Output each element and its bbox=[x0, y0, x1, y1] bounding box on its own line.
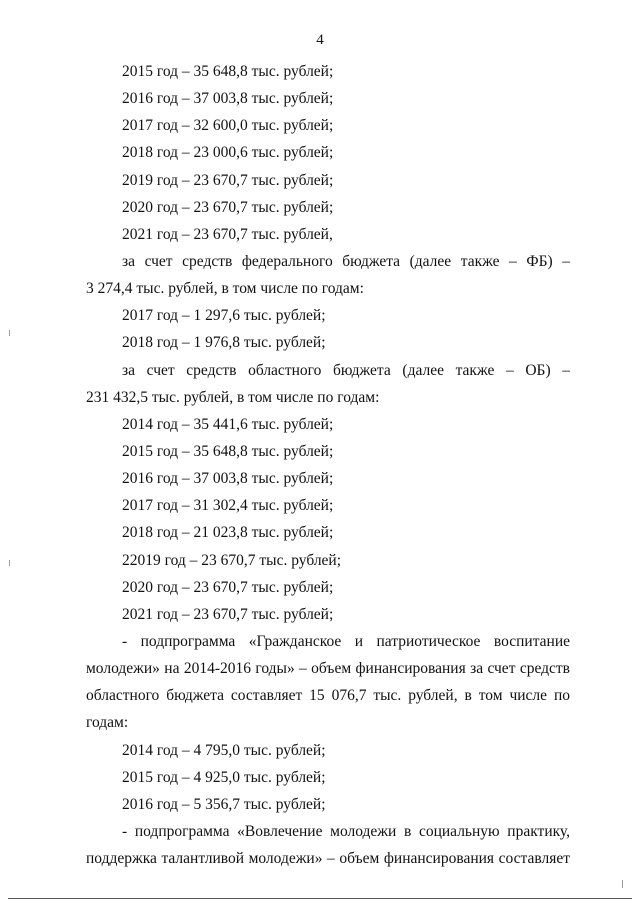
text-line: 2019 год – 23 670,7 тыс. рублей; bbox=[122, 171, 334, 189]
scan-mark bbox=[9, 560, 10, 566]
text-line: 2018 год – 1 976,8 тыс. рублей; bbox=[122, 334, 326, 352]
text-line: областного бюджета составляет 15 076,7 тыс. рублей, в том числе по bbox=[86, 687, 570, 705]
text-line: 3 274,4 тыс. рублей, в том числе по годам: bbox=[86, 280, 364, 298]
text-line: 2018 год – 21 023,8 тыс. рублей; bbox=[122, 524, 334, 542]
scan-mark bbox=[9, 330, 10, 336]
text-line: 2020 год – 23 670,7 тыс. рублей; bbox=[122, 198, 334, 216]
text-line: 2021 год – 23 670,7 тыс. рублей, bbox=[122, 225, 333, 243]
text-line: 2021 год – 23 670,7 тыс. рублей; bbox=[122, 605, 334, 623]
text-line: - подпрограмма «Вовлечение молодежи в социальную практику, bbox=[122, 822, 570, 840]
text-line: 2020 год – 23 670,7 тыс. рублей; bbox=[122, 578, 334, 596]
text-line: 2016 год – 5 356,7 тыс. рублей; bbox=[122, 795, 326, 813]
text-line: 2017 год – 31 302,4 тыс. рублей; bbox=[122, 497, 334, 515]
text-line: 2015 год – 35 648,8 тыс. рублей; bbox=[122, 442, 334, 460]
document-body bbox=[86, 58, 570, 872]
text-line: за счет средств областного бюджета (далее также – ОБ) – bbox=[122, 361, 570, 379]
scan-edge-line bbox=[8, 898, 632, 899]
text-line: 2016 год – 37 003,8 тыс. рублей; bbox=[122, 470, 334, 488]
text-line: 2015 год – 4 925,0 тыс. рублей; bbox=[122, 768, 326, 786]
text-line: 2016 год – 37 003,8 тыс. рублей; bbox=[122, 90, 334, 108]
text-line: за счет средств федерального бюджета (далее также – ФБ) – bbox=[122, 252, 570, 270]
text-line: 22019 год – 23 670,7 тыс. рублей; bbox=[122, 551, 342, 569]
text-line: поддержка талантливой молодежи» – объем финансирования составляет bbox=[86, 850, 570, 868]
scan-mark bbox=[622, 880, 623, 888]
text-line: годам: bbox=[86, 714, 129, 732]
text-line: 2018 год – 23 000,6 тыс. рублей; bbox=[122, 144, 334, 162]
text-line: 2015 год – 35 648,8 тыс. рублей; bbox=[122, 63, 334, 80]
text-line: молодежи» на 2014-2016 годы» – объем финансирования за счет средств bbox=[86, 660, 570, 678]
text-line: 2014 год – 4 795,0 тыс. рублей; bbox=[122, 741, 326, 759]
text-line: 2017 год – 32 600,0 тыс. рублей; bbox=[122, 117, 334, 135]
text-line: - подпрограмма «Гражданское и патриотическое воспитание bbox=[122, 632, 570, 650]
page-number: 4 bbox=[316, 32, 324, 48]
text-line: 2017 год – 1 297,6 тыс. рублей; bbox=[122, 307, 326, 325]
text-line: 231 432,5 тыс. рублей, в том числе по годам: bbox=[86, 388, 380, 406]
text-line: 2014 год – 35 441,6 тыс. рублей; bbox=[122, 415, 334, 433]
